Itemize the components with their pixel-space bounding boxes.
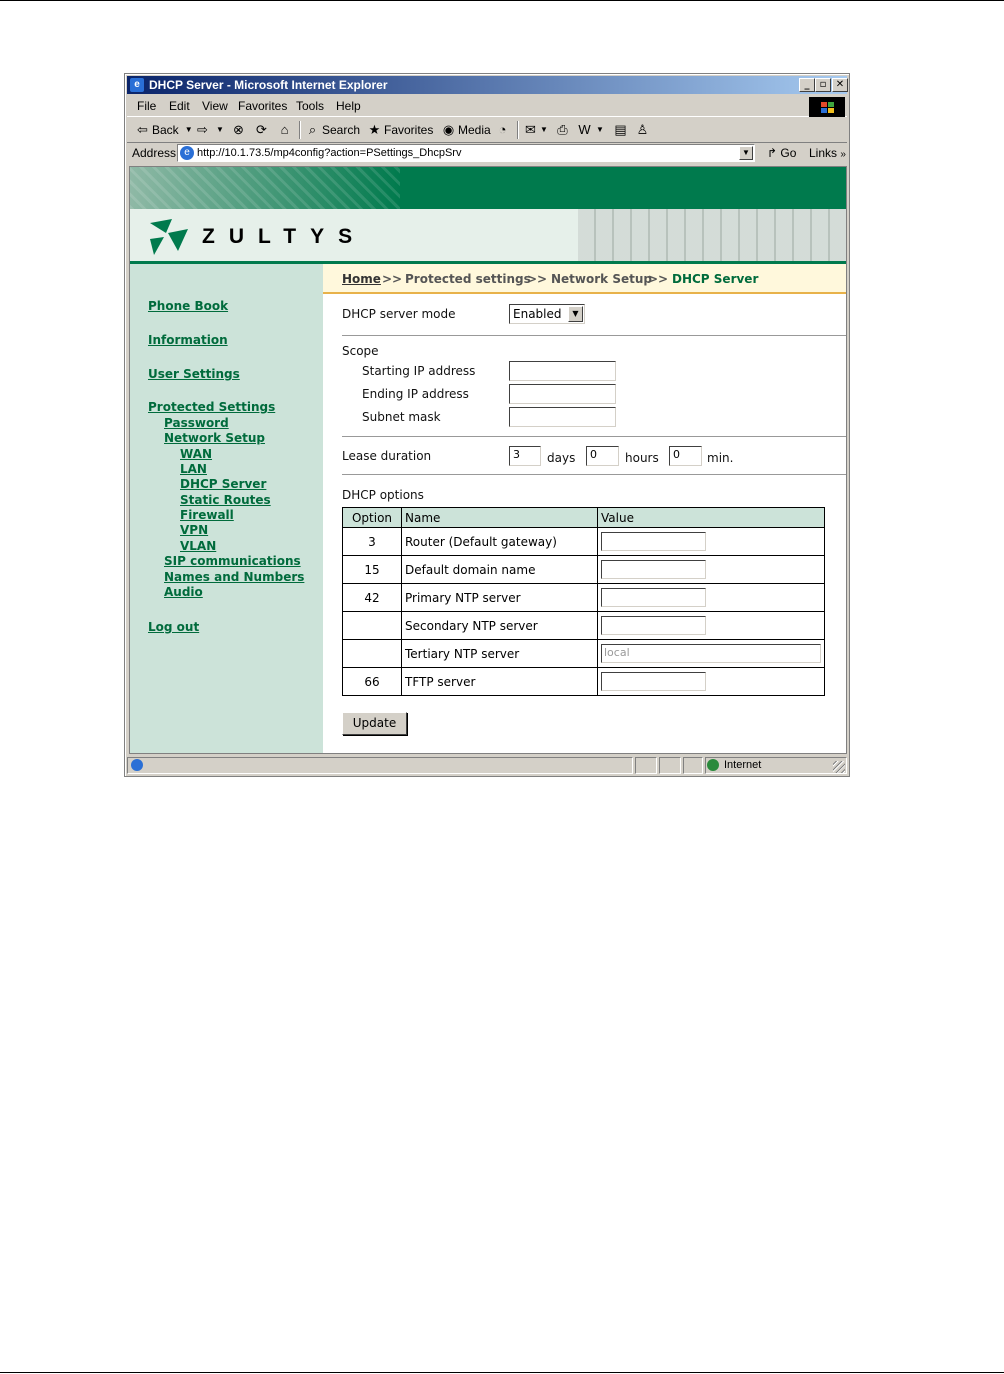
forward-arrow-icon: ⇨	[197, 122, 208, 137]
nav-dhcp-server[interactable]: DHCP Server	[180, 477, 267, 491]
hours-label: hours	[625, 451, 659, 465]
option-name: TFTP server	[402, 668, 598, 696]
address-bar	[127, 142, 847, 164]
scope-label: Scope	[342, 344, 379, 358]
chevron-down-icon: ▼	[596, 125, 604, 134]
forward-button[interactable]	[195, 122, 224, 137]
breadcrumb	[323, 264, 847, 294]
nav-vlan[interactable]: VLAN	[180, 539, 217, 553]
chevron-right-icon: »	[840, 149, 846, 160]
mail-button[interactable]	[523, 122, 548, 137]
breadcrumb-separator: >>	[648, 272, 669, 286]
breadcrumb-current: DHCP Server	[672, 272, 759, 286]
option-number: 3	[343, 528, 402, 556]
media-icon: ◉	[442, 122, 455, 137]
nav-information[interactable]: Information	[148, 333, 228, 347]
nav-log-out[interactable]: Log out	[148, 620, 200, 634]
minimize-button[interactable]: _	[799, 78, 815, 92]
search-button[interactable]	[305, 122, 360, 137]
mode-value: Enabled	[513, 307, 562, 321]
refresh-icon: ⟳	[256, 122, 267, 137]
divider	[342, 335, 847, 336]
main-panel	[323, 264, 847, 754]
option-value-cell	[598, 528, 825, 556]
option-number: 15	[343, 556, 402, 584]
zultys-logo-icon	[148, 219, 188, 255]
nav-password[interactable]: Password	[164, 416, 229, 430]
go-arrow-icon: ↱	[767, 146, 778, 160]
nav-lan[interactable]: LAN	[180, 462, 207, 476]
page-icon: e	[180, 146, 194, 160]
column-header-value: Value	[598, 508, 825, 528]
favorites-label: Favorites	[384, 122, 434, 137]
page-top-rule	[0, 0, 1004, 1]
option-value-cell	[598, 556, 825, 584]
page-bottom-rule	[0, 1372, 1004, 1373]
banner-pattern	[130, 167, 400, 209]
option-value-cell	[598, 640, 825, 668]
resize-grip-icon[interactable]	[833, 761, 845, 773]
address-label: Address	[132, 146, 177, 160]
banner-hardware-image	[578, 209, 847, 261]
edit-icon: W	[578, 122, 591, 137]
address-url: http://10.1.73.5/mp4config?action=PSettings_DhcpSrv	[197, 147, 462, 159]
table-row	[343, 584, 825, 612]
option-value-cell	[598, 612, 825, 640]
nav-audio[interactable]: Audio	[164, 585, 203, 599]
menu-bar	[127, 96, 847, 117]
address-input[interactable]	[177, 144, 755, 162]
home-button[interactable]	[277, 122, 294, 137]
table-row	[343, 612, 825, 640]
restore-button[interactable]: ▫	[815, 78, 831, 92]
lease-days-input[interactable]: 3	[509, 446, 541, 466]
stop-button[interactable]	[231, 122, 248, 137]
option-value-input[interactable]	[601, 560, 706, 579]
end-ip-label: Ending IP address	[362, 387, 469, 401]
nav-firewall[interactable]: Firewall	[180, 508, 234, 522]
toolbar-separator	[299, 121, 300, 139]
menu-file[interactable]: File	[137, 99, 157, 113]
option-number	[343, 612, 402, 640]
end-ip-input[interactable]	[509, 384, 616, 404]
nav-protected-settings[interactable]: Protected Settings	[148, 400, 276, 414]
favorites-icon: ★	[368, 122, 381, 137]
breadcrumb-separator: >>	[527, 272, 548, 286]
status-zone	[707, 759, 761, 771]
option-number: 66	[343, 668, 402, 696]
option-value-input[interactable]	[601, 532, 706, 551]
option-name: Default domain name	[402, 556, 598, 584]
table-header-row	[343, 508, 825, 528]
back-label: Back	[152, 122, 179, 137]
links-button[interactable]	[809, 146, 846, 160]
history-icon: ◔	[498, 122, 507, 137]
lease-min-input[interactable]: 0	[669, 446, 702, 466]
option-name: Primary NTP server	[402, 584, 598, 612]
divider	[342, 436, 847, 437]
media-button[interactable]	[441, 122, 491, 137]
menu-edit[interactable]: Edit	[169, 99, 190, 113]
option-name: Router (Default gateway)	[402, 528, 598, 556]
nav-network-setup[interactable]: Network Setup	[164, 431, 265, 445]
chevron-down-icon: ▼	[216, 125, 224, 134]
banner-top	[130, 167, 847, 209]
banner-logo-strip	[130, 209, 847, 261]
options-label: DHCP options	[342, 488, 424, 502]
option-value-input[interactable]	[601, 672, 706, 691]
search-icon: ⌕	[308, 122, 317, 137]
chevron-down-icon: ▼	[540, 125, 548, 134]
options-table	[342, 507, 825, 696]
status-main-pane	[127, 757, 633, 774]
breadcrumb-home[interactable]: Home	[342, 272, 381, 286]
table-row	[343, 668, 825, 696]
option-value-cell	[598, 668, 825, 696]
close-button[interactable]: ✕	[832, 78, 848, 92]
mode-label: DHCP server mode	[342, 307, 456, 321]
subnet-label: Subnet mask	[362, 410, 441, 424]
table-row	[343, 556, 825, 584]
nav-static-routes[interactable]: Static Routes	[180, 493, 271, 507]
option-value-cell	[598, 584, 825, 612]
nav-sip-communications[interactable]: SIP communications	[164, 554, 301, 568]
print-button[interactable]	[555, 122, 572, 137]
start-ip-input[interactable]	[509, 361, 616, 381]
table-row	[343, 640, 825, 668]
history-button[interactable]	[495, 122, 512, 137]
chevron-down-icon: ▼	[184, 125, 193, 134]
mode-select[interactable]	[509, 304, 585, 324]
table-row	[343, 528, 825, 556]
go-button[interactable]	[767, 146, 796, 160]
nav-user-settings[interactable]: User Settings	[148, 367, 240, 381]
discuss-button[interactable]	[613, 122, 630, 137]
option-value-input[interactable]	[601, 588, 706, 607]
nav-wan[interactable]: WAN	[180, 447, 213, 461]
go-label: Go	[780, 146, 797, 160]
breadcrumb-separator: >>	[382, 272, 403, 286]
links-label: Links	[809, 146, 838, 160]
search-label: Search	[322, 122, 361, 137]
title-bar	[127, 76, 847, 94]
nav-vpn[interactable]: VPN	[180, 523, 209, 537]
status-pane	[635, 757, 657, 774]
zone-label: Internet	[724, 759, 762, 771]
media-label: Media	[458, 122, 491, 137]
option-name: Tertiary NTP server	[402, 640, 598, 668]
page-content	[129, 166, 847, 754]
status-pane	[659, 757, 681, 774]
stop-icon: ⊗	[233, 122, 244, 137]
favorites-button[interactable]	[367, 122, 433, 137]
breadcrumb-protected: Protected settings	[405, 272, 531, 286]
print-icon: ⎙	[557, 122, 568, 137]
mail-icon: ✉	[525, 122, 536, 137]
nav-phone-book[interactable]: Phone Book	[148, 299, 229, 313]
min-label: min.	[707, 451, 734, 465]
sidebar	[130, 264, 323, 754]
edit-button[interactable]	[577, 122, 604, 137]
option-name: Secondary NTP server	[402, 612, 598, 640]
subnet-input[interactable]	[509, 407, 616, 427]
start-ip-label: Starting IP address	[362, 364, 476, 378]
page-status-icon	[131, 759, 143, 771]
lease-hours-input[interactable]: 0	[586, 446, 619, 466]
lease-label: Lease duration	[342, 449, 432, 463]
update-button[interactable]: Update	[342, 712, 407, 735]
menu-help[interactable]: Help	[336, 99, 361, 113]
divider	[342, 474, 847, 475]
internet-zone-icon	[707, 759, 719, 771]
chevron-down-icon: ▼	[568, 306, 583, 322]
windows-logo-icon	[809, 97, 845, 117]
toolbar-separator	[517, 121, 518, 139]
status-pane	[683, 757, 703, 774]
nav-names-and-numbers[interactable]: Names and Numbers	[164, 570, 305, 584]
column-header-name: Name	[402, 508, 598, 528]
home-icon: ⌂	[280, 122, 289, 137]
menu-view[interactable]: View	[202, 99, 228, 113]
days-label: days	[547, 451, 576, 465]
back-arrow-icon: ⇦	[137, 122, 148, 137]
messenger-icon: ♙	[636, 122, 649, 137]
option-number	[343, 640, 402, 668]
menu-tools[interactable]: Tools	[296, 99, 325, 113]
address-dropdown-icon[interactable]: ▼	[739, 146, 753, 160]
messenger-button[interactable]	[635, 122, 652, 137]
option-value-input[interactable]: local	[601, 644, 821, 663]
ie-icon: e	[130, 78, 144, 92]
menu-favorites[interactable]: Favorites	[238, 99, 288, 113]
status-bar	[127, 756, 847, 775]
window-title: DHCP Server - Microsoft Internet Explorer	[149, 78, 388, 92]
back-button[interactable]	[135, 122, 193, 137]
refresh-button[interactable]	[254, 122, 271, 137]
discuss-icon: ▤	[614, 122, 627, 137]
column-header-option: Option	[343, 508, 402, 528]
breadcrumb-network: Network Setup	[551, 272, 652, 286]
toolbar	[127, 118, 847, 143]
option-number: 42	[343, 584, 402, 612]
browser-window	[124, 73, 850, 777]
brand-name: ZULTYS	[202, 225, 367, 248]
option-value-input[interactable]	[601, 616, 706, 635]
